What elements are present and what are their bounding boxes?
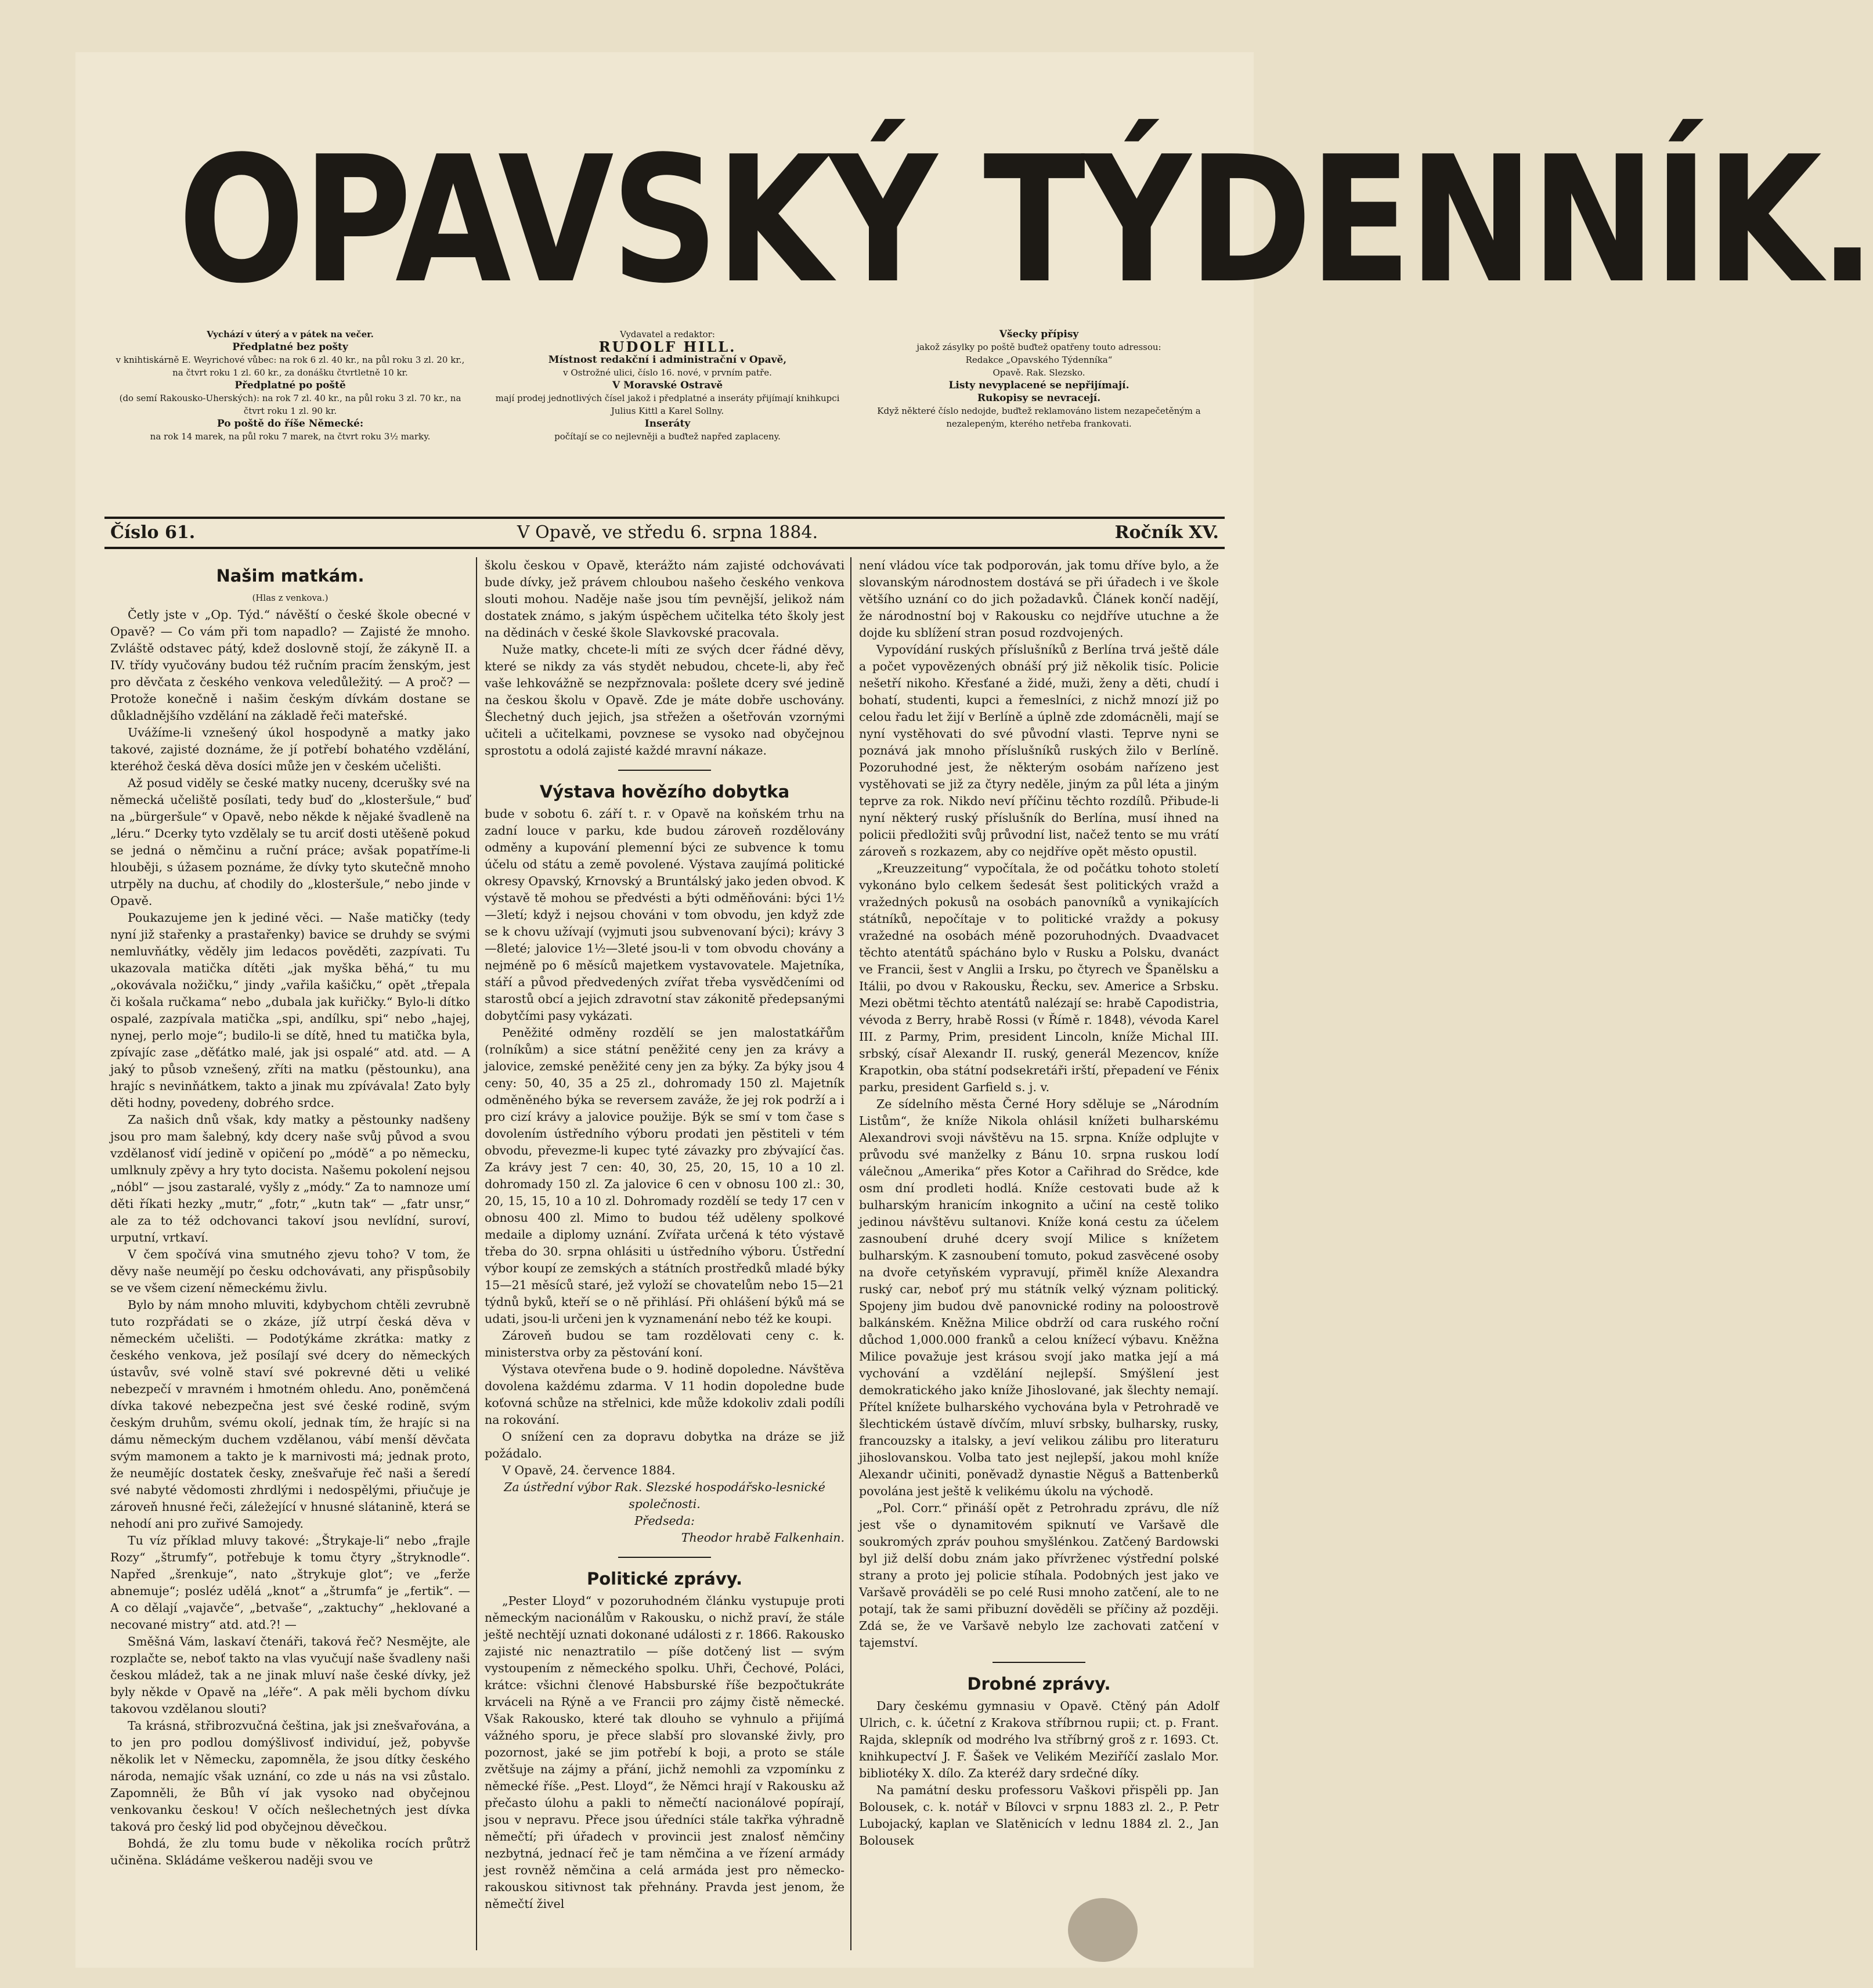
column-1 [110, 557, 470, 1950]
unpaid-letters-note: Listy nevyplacené se nepřijímají. [948, 380, 1129, 391]
editor-label: Vydavatel a redaktor: [620, 329, 715, 340]
paragraph: Až posud viděly se české matky nuceny, dcerušky své na německá učeliště posílati, tedy buď do „klosteršule,“ buď na „bürgeršule“ v Opavě, nebo někde k nějaké švadleně na „léru.“ Dcerky tyto vzdělaly se tu arciť dosti utěšeně pokud se jedná o němčinu a ruční práce; avšak popatříme-li hlouběji, s úžasem poznáme, že dívky tyto skutečně mnoho utrpěly na duchu, ať chodily do „klosteršule,“ nebo jinde v Opavě. [110, 776, 470, 908]
paragraph: Na památní desku professoru Vaškovi přispěli pp. Jan Bolousek, c. k. notář v Bílovci v srpnu 1883 zl. 2., P. Petr Lubojacký, kaplan ve Slatěnicích v lednu 1884 zl. 2., Jan Bolousek [859, 1783, 1219, 1848]
paragraph: V čem spočívá vina smutného zjevu toho? V tom, že děvy naše neumějí po česku odchovávati, any přispůsobily se ve všem cizení německému živlu. [110, 1247, 470, 1295]
office-heading: Místnost redakční i administrační v Opavě, [548, 354, 787, 366]
paragraph: Za našich dnů však, kdy matky a pěstounky nadšeny jsou pro mam šalebný, kdy dcery naše svůj původ a svou vzdělanosť vidí jedině v opičení po „módě“ a po německu, umlknuly zpěvy a hry tyto docista. Našemu pokolení nejsou „nóbl“ — jsou zastaralé, vyšly z „módy.“ Za to namnoze umí děti říkati hezky „mutr,“ „fotr,“ „kutn tak“ — „fatr unsr,“ ale za to též odchovanci takoví jsou nevlídní, suroví, urputní, vrtkaví. [110, 1113, 470, 1244]
ostrava-heading: V Moravské Ostravě [612, 380, 723, 391]
paragraph: Bylo by nám mnoho mluviti, kdybychom chtěli zevrubně tuto rozpřádati se o zkáze, jíž utrpí česká děva v německém učelišti. — Podotýkáme zkrátka: matky z českého venkova, jež posílají své dcery do německých ústavův, své volně staví své pokrevné děti u veliké nebezpečí v mravném i hmotném ohledu. Ano, poněmčená dívka takové nebezpečna jest své české rodině, svým českým druhům, svému okolí, jednak tím, že hrajíc si na dámu německým duchem vzdělanou, vábí menší děvčata svým mamonem a takto je k marnivosti má; jednak proto, že neumějíc dostatek česky, znešvařuje řeč naši a šeredí své nabyté vědomosti zhrdlými i nedospělými, přiučuje je zároveň hnusné řeči, záležející v hnusné slátanině, která se nehodí ani pro zuřivé Samojedy. [110, 1298, 470, 1531]
editorial-info [493, 328, 842, 443]
signature-committee: Za ústřední výbor Rak. Slezské hospodářsko-lesnické společnosti. [504, 1480, 825, 1511]
subscription-info [110, 328, 470, 443]
paragraph: „Pester Lloyd“ v pozoruhodném článku vystupuje proti německým nacionálům v Rakousku, o nichž praví, že stále ještě nechtějí uznati dokonané události z r. 1866. Rakousko zajisté nic nenaztratilo — píše dotčený list — svým vystoupením z německého spolku. Uhři, Čechové, Poláci, krátce: všichni členové Habsburské říše bezpočtukráte krváceli na Rýně a ve Francii pro zájmy čistě německé. Však Rakousko, které tak dlouho se vyhnulo a přijímá vážného sporu, je přece slabší pro slovanské živly, pro pozornost, jaké se jim potřebí k boji, a proto se stále zvětšuje na zájmy a přání, jichž nemohli za vzpomínku z německé říše. „Pest. Lloyd“, že Němci hrají v Rakousku až přečasto úlohu a pakli to němečtí nacionálové popírají, jsou v nepravu. Přece jsou úředníci stále takřka výhradně němečtí; při úřadech v provincii jest znalosť němčiny nezbytná, jednací řeč je tam němčina a ve řízení armády jest rovněž němčina a celá armáda jest pro německo-rakouskou sitivnost tak přehnány. Pravda jest jenom, že němečtí živel [485, 1594, 845, 1911]
paragraph: Uvážíme-li vznešený úkol hospodyně a matky jako takové, zajisté doznáme, že jí potřebí bohatého vzdělání, kteréhož česká děva dosíci může jen v českém učelišti. [110, 726, 470, 773]
paragraph: bude v sobotu 6. září t. r. v Opavě na koňském trhu na zadní louce v parku, kde budou zároveň rozdělovány odměny a kupování plemenní býci ze subvence k tomu účelu od státu a země povolené. Výstava zaujímá politické okresy Opavský, Krnovský a Bruntálský jako jeden obvod. K výstavě tě mohou se předvésti a býti odměňováni: býci 1½—3letí; když i nejsou chováni v tom obvodu, jen když zde se k chovu užívají (vyjmuti jsou subvenovaní býci); krávy 3—8leté; jalovice 1½—3leté jsou-li v tom obvodu chovány a nejméně po 6 měsíců majetkem vystavovatele. Majetníka, stáří a původ předvedených zvířat třeba vysvědčeními od starostů obcí a jejich zdravotní stav zákonitě předepsanými dobytčími pasy vykázati. [485, 807, 845, 1023]
paragraph: Peněžité odměny rozdělí se jen malostatkářům (rolníkům) a sice státní peněžité ceny jen za krávy a jalovice, zemské peněžité ceny jen za býky. Za býky jsou 4 ceny: 50, 40, 35 a 25 zl., dohromady 150 zl. Majetník odměněného býka se reversem zaváže, že jej rok podrží a i pro cizí krávy a jalovice použije. Býk se smí v tom čase s dovolením ústředního výboru prodati jen pěstiteli v tém obvodu, převezme-li kupec tyté závazky pro zbývající čas. Za krávy jest 7 cen: 40, 30, 25, 20, 15, 10 a 10 zl. dohromady 150 zl. Za jalovice 6 cen v obnosu 100 zl.: 30, 20, 15, 15, 10 a 10 zl. Dohromady rozdělí se tedy 17 cen v obnosu 400 zl. Mimo to budou též uděleny spolkové medaile a diplomy uznání. Zvířata určená k této výstavě třeba do 30. srpna ohlásiti u ústředního výboru. Ústřední výbor koupí ze zemských a státních prostředků mladé býky 15—21 měsíců staré, jež vyloží se chovatelům nebo 15—21 týdnů byků, kteří se o ně přihlásí. Při ohlášení býků má se udati, jsou-li určeni jen k vyznamenání nebo též ke koupi. [485, 1026, 845, 1326]
signature-role: Předseda: [634, 1514, 695, 1528]
paragraph: Četly jste v „Op. Týd.“ návěští o české škole obecné v Opavě? — Co vám při tom napadlo? — Zajisté že mnoho. Zvláště odstavec pátý, kdež doslovně stojí, že zákyně II. a IV. třídy vyučovány budou též ručním pracím ženským, jest pro děvčata z českého venkova veledůležitý. — A proč? — Protože konečně i našim českým dívkám dostane se důkladnějšího vzdělání na základě řeči mateřské. [110, 608, 470, 723]
subscription-heading-post: Předplatné po poště [234, 380, 346, 391]
paragraph: O snížení cen za dopravu dobytka na dráze se již požádalo. [485, 1430, 845, 1460]
paragraph: není vládou více tak podporován, jak tomu dříve bylo, a že slovanským národnostem dostává se při úřadech i ve škole většího uznání co do jich požadavků. Článek končí nadějí, že národnostní boj v Rakousku co nejdříve utuchne a že dojde ku sblížení stran posud rozdvojených. [859, 558, 1219, 640]
paragraph: Vypovídání ruských příslušníků z Berlína trvá ještě dále a počet vypovězených obnáší prý již několik tisíc. Policie nešetří nikoho. Křesťané a židé, muži, ženy a děti, chudí i bohatí, studenti, kupci a řemeslníci, z nichž mnozí již po celou řadu let žijí v Berlíně a úplně zde zdomácněli, mají se nyní vystěhovati do své původní vlasti. Teprve nyni se poznává jak mnoho příslušníků ruských žilo v Berlíně. Pozoruhodné jest, že některým osobám nařízeno jest vystěhovati se již za čtyry neděle, jiným za půl léta a jiným teprve za rok. Nikdo neví příčinu těchto rozdílů. Přibude-li nyní některý ruský příslušník do Berlína, musí ihned na policii předložiti svůj průvodní list, načež tento se mu vrátí zároveň s rozkazem, aby co nejdříve opět město opustil. [859, 643, 1219, 858]
subscription-heading-germany: Po poště do říše Německé: [216, 418, 364, 430]
column-3 [859, 557, 1219, 1950]
column-divider [476, 557, 477, 1950]
editor-name: RUDOLF HILL. [598, 338, 737, 355]
correspondence-note: jakož zásylky po poště buďtež opatřeny touto adressou: [916, 342, 1161, 352]
separator-rule [618, 1557, 711, 1558]
manuscripts-note: Rukopisy se nevracejí. [977, 392, 1101, 404]
separator-rule [993, 1662, 1085, 1663]
paragraph: Tu víz příklad mluvy takové: „Štrykaje-li“ nebo „frajle Rozy“ „štrumfy“, potřebuje k tomu čtyry „štryknodle“. Napřed „šrenkuje“, nato „štrykuje glot“; ve „ferže abnemuje“; posléz udělá „knot“ a „štrumfa“ je „fertik“. — A co dělají „vajavče“, „betvaše“, „zaktuchy“ „heklované a necované mistry“ atd. atd.?! — [110, 1534, 470, 1632]
subscription-germany-prices: na rok 14 marek, na půl roku 7 marek, na čtvrt roku 3½ marky. [150, 431, 431, 442]
correspondence-heading: Všecky přípisy [999, 329, 1079, 340]
paragraph: Bohdá, že zlu tomu bude v několika rocích průtrž učiněna. Skládáme veškerou naději svou ve [110, 1837, 470, 1867]
article-title: Drobné zprávy. [967, 1674, 1111, 1694]
paragraph: Zároveň budou se tam rozdělovati ceny c. k. ministerstva orby za pěstování koní. [485, 1329, 845, 1359]
correspondence-address-2: Opavě. Rak. Slezsko. [993, 367, 1085, 378]
office-address: v Ostrožné ulici, číslo 16. nové, v prvním patře. [563, 367, 772, 378]
paragraph: Ze sídelního města Černé Hory sděluje se „Národním Listům“, že kníže Nikola ohlásil knížeti bulharskému Alexandrovi svoji návštěvu na 15. srpna. Kníže odplujte v průvodu své manželky z Bánu 10. srpna ruskou lodí válečnou „Amerika“ přes Kotor a Cařihrad do Srědce, kde osm dní prodleti hodlá. Kníže cestovati bude až k bulharským hranicím inkognito a učiní na cestě toliko jedinou návštěvu sultanovi. Kníže koná cestu za účelem zasnoubení druhé dcery svojí Milice s knížetem bulharským. K zasnoubení tomuto, pokud zasvěcené osoby na dvoře cetyňském vypravují, přiměl kníže Alexandra ruský car, neboť prý mu státník velký význam politický. Spojeny jim budou dvě panovnické rodiny na poloostrově balkánském. Kněžna Milice obdrží od cara ruského roční důchod 1,000.000 franků a celou knížecí výbavu. Kněžna Milice považuje jest krásou svojí jako matka její a má vychování a vzdělání nejlepší. Smýšlení jest demokratického jako kníže Jihoslované, jak šlechty nemají. Přítel knížete bulharského vychována byla v Petrohradě ve šlechtickém ústavě dívčím, mluví srbsky, bulharsky, rusky, francouzsky a italsky, a jeví velikou zálibu pro literaturu jihoslovanskou. Volba tato jest nejlepší, jakou mohl kníže Alexandr učiniti, poněvadž dynastie Něguš a Battenberků povolána jest ještě k velikému úkolu na východě. [859, 1097, 1219, 1498]
signature-name: Theodor hrabě Falkenhain. [681, 1531, 845, 1545]
column-2 [485, 557, 845, 1950]
newspaper-page [75, 52, 1873, 1968]
paragraph: Výstava otevřena bude o 9. hodině dopoledne. Návštěva dovolena každému zdarma. V 11 hodin dopoledne bude koťovná schůze na střelnici, kde může kdokoliv zdali podíli na rokování. [485, 1362, 845, 1427]
subscription-heading-local: Předplatné bez pošty [232, 341, 348, 353]
claims-note: Když některé číslo nedojde, buďtež reklamováno listem nezapečetěným a nezalepeným, kterého netřeba frankovati. [877, 406, 1201, 429]
paragraph: školu českou v Opavě, kterážto nám zajisté odchovávati bude dívky, jež právem chloubou našeho českého venkova slouti mohou. Naděje naše jsou tím pevnější, jelikož nám dostatek známo, s jakým úspěchem učitelka této školy jest na dědinách v české škole Slavkovské pracovala. [485, 558, 845, 640]
paragraph: Poukazujeme jen k jediné věci. — Naše matičky (tedy nyní již stařenky a prastařenky) bavice se druhdy se svými nemluvňátky, věděly jim ledacos pověděti, zazpívati. Tu ukazovala matička dítěti „jak myška běhá,“ tu mu „okovávala nožičku,“ jindy „vařila kašičku,“ opět „třepala či košala ručkama“ nebo „dubala jak kuřičky.“ Bylo-li dítko ospalé, zazpívala matička „spi, andílku, spi“ nebo „hajej, nynej, perlo moje“; budilo-li se dítě, hned tu matička byla, zpívajíc zase „děťátko malé, jak jsi ospalé“ atd. atd. — A jaký to působ vznešený, zříti na matku (pěstounku), ana hrajíc s nevinňátkem, takto a jinak mu zpívávala! Zato byly děti hodny, povedeny, dobrého srdce. [110, 911, 470, 1110]
subscription-post-prices: (do semí Rakousko-Uherských): na rok 7 zl. 40 kr., na půl roku 3 zl. 70 kr., na čtvrt roku 1 zl. 90 kr. [119, 393, 461, 416]
correspondence-address-1: Redakce „Opavského Týdenníka“ [965, 355, 1113, 365]
ostrava-agents: mají prodej jednotlivých čísel jakož i předplatné a inseráty přijímají knihkupci Julius Kittl a Karel Sollny. [495, 393, 840, 416]
publication-schedule: Vychází v úterý a v pátek na večer. [207, 329, 374, 340]
masthead-title: OPAVSKÝ TÝDENNÍK. [178, 119, 1873, 322]
subscription-local-prices: v knihtiskárně E. Weyrichové vůbec: na rok 6 zl. 40 kr., na půl roku 3 zl. 20 kr., na čtvrt roku 1 zl. 60 kr., za donášku čtvrtletně 10 kr. [116, 355, 465, 378]
paragraph: Nuže matky, chcete-li míti ze svých dcer řádné děvy, které se nikdy za vás stydět nebudou, chcete-li, aby řeč vaše lehkovážně se nezpřznovala: pošlete dcery své jedině na českou školu v Opavě. Zde je máte dobře uschovány. Šlechetný duch jejich, jsa střežen a ošetřován vzornými učiteli a učitelkami, povznese se vysoko nad obyčejnou sprostotu a odolá zajisté každé mravní nákaze. [485, 643, 845, 757]
ads-heading: Inseráty [644, 418, 691, 430]
paragraph: Dary českému gymnasiu v Opavě. Ctěný pán Adolf Ulrich, c. k. účetní z Krakova stříbrnou rupii; ct. p. Frant. Rajda, sklepník od modrého lva stříbrný groš z r. 1693. Ct. knihkupectví J. F. Šašek ve Velikém Meziříčí zaslalo Mor. bibliotéky X. dílo. Za kteréž dary srdečné díky. [859, 1699, 1219, 1780]
correspondence-info [853, 328, 1225, 430]
paragraph: V Opavě, 24. července 1884. [502, 1463, 676, 1477]
article-title: Politické zprávy. [587, 1569, 742, 1589]
column-divider [850, 557, 851, 1950]
paragraph: Směšná Vám, laskaví čtenáři, taková řeč? Nesmějte, ale rozplačte se, neboť takto na vlas vyučují naše švadleny naši českou mládež, tak a ne jinak mluví naše české dívky, jež byly někde v Opavě na „léře“. A pak měli bychom dívku takovou vzdělanou slouti? [110, 1635, 470, 1716]
paragraph: „Pol. Corr.“ přináší opět z Petrohradu zprávu, dle níž jest vše o dynamitovém spiknutí ve Varšavě dle soukromých zpráv pouhou smyšlénkou. Zatčený Bardowski byl již delší dobu znám jako přívrženec výstřední polské strany a proto jej policie stíhala. Podobných jest jako ve Varšavě prováděli se po celé Rusi mnoho zatčení, ale to ne potají, tak že sami přibuzní dověděli se příčiny až později. Zdá se, že ve Varšavě nebylo lze zachovati zatčení v tajemství. [859, 1501, 1219, 1650]
issue-date: V Opavě, ve středu 6. srpna 1884. [517, 522, 818, 543]
separator-rule [618, 770, 711, 771]
paragraph: „Kreuzzeitung“ vypočítala, že od počátku tohoto století vykonáno bylo celkem šedesát šest politických vražd a vražedných pokusů na osobách panovníků a vynikajících státníků, nepočítaje v to politické vraždy a pokusy vražedné na osobách méně pozoruhodných. Dvaadvacet těchto atentátů spácháno bylo v Rusku a Polsku, dvanáct ve Francii, šest v Anglii a Irsku, po čtyrech ve Španělsku a Itálii, po dvou v Rakousku, Řecku, sev. Americe a Srbsku. Mezi obětmi těchto atentátů nalézají se: hrabě Capodistria, vévoda z Berry, hrabě Rossi (v Římě r. 1848), vévoda Karel III. z Parmy, Prim, president Lincoln, kníže Michal III. srbský, císař Alexandr II. ruský, generál Mezencov, kníže Krapotkin, oba státní podsekretáři irští, přepadení ve Fénix parku, president Garfield s. j. v. [859, 861, 1219, 1094]
article-subtitle: (Hlas z venkova.) [252, 593, 329, 603]
article-title: Našim matkám. [216, 566, 365, 586]
issue-volume: Ročník XV. [1114, 522, 1219, 543]
ads-terms: počítají se co nejlevněji a buďtež napřed zaplaceny. [554, 431, 781, 442]
issue-number: Číslo 61. [110, 522, 196, 543]
paragraph: Ta krásná, střibrozvučná čeština, jak jsi znešvařována, a to jen pro podlou domýšlivosť individuí, jež, pobyvše několik let v Německu, zapomněla, že jsou dítky českého národa, nemajíc však uznání, co zde u nás na vsi zůstalo. Zapomněli, že Bůh ví jak vysoko nad obyčejnou venkovanku českou! V očích nešlechetných jest dívka taková pro český lid pod obyčejnou děvečkou. [110, 1719, 470, 1834]
library-stamp [1068, 1898, 1138, 1962]
article-title: Výstava hovězího dobytka [539, 782, 790, 802]
issue-bar [104, 517, 1225, 549]
